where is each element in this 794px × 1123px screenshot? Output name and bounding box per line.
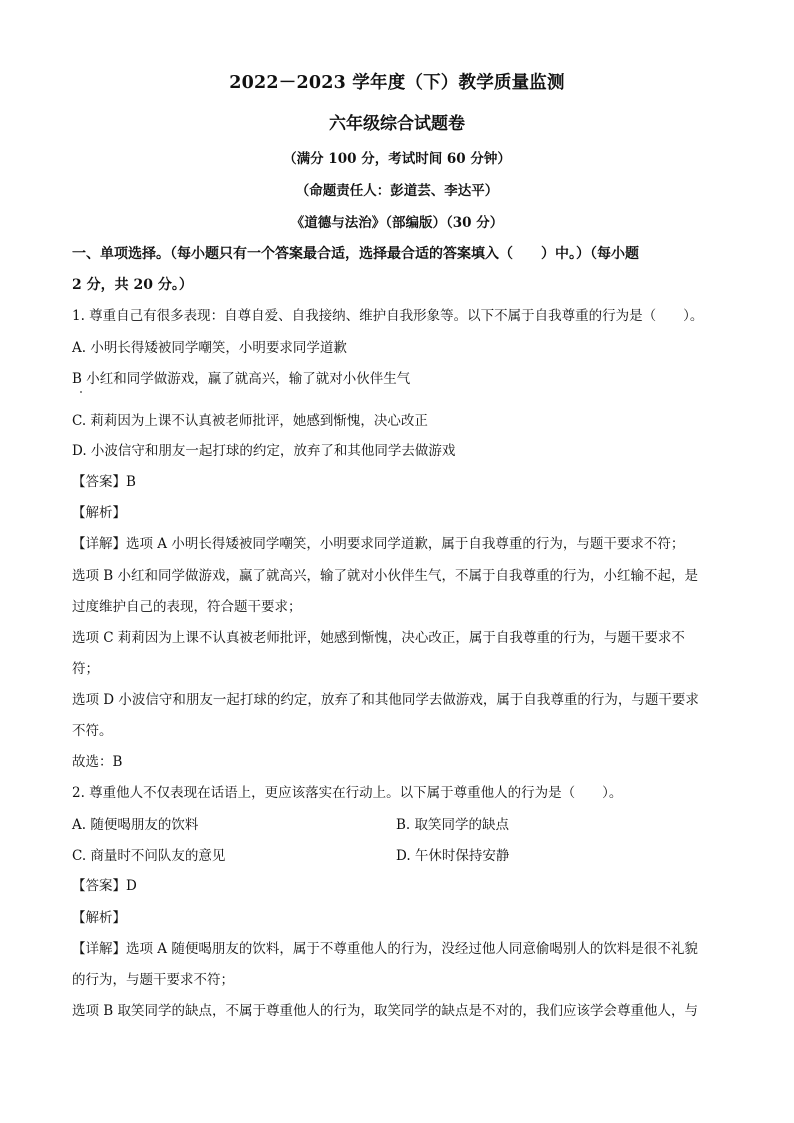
exam-subtitle: 六年级综合试题卷 (329, 114, 465, 134)
q1-option-d: D. 小波信守和朋友一起打球的约定，放弃了和其他同学去做游戏 (72, 443, 456, 459)
q1-detail-line: 【详解】选项 A 小明长得矮被同学嘲笑，小明要求同学道歉，属于自我尊重的行为，与题干要求不符； (72, 536, 685, 552)
q1-answer: 【答案】B (72, 474, 136, 490)
q2-option-d: D. 午休时保持安静 (396, 848, 510, 864)
q1-detail-line: 不符。 (72, 723, 113, 739)
q2-detail-line: 【详解】选项 A 随便喝朋友的饮料，属于不尊重他人的行为，没经过他人同意偷喝别人的饮料是很不礼貌 (72, 941, 698, 957)
q1-detail-line: 过度维护自己的表现，符合题干要求； (72, 599, 302, 615)
q1-stem: 1. 尊重自己有很多表现：自尊自爱、自我接纳、维护自我形象等。以下不属于自我尊重的行为是（ ）。 (72, 308, 704, 324)
q1-detail-line: 选项 B 小红和同学做游戏，赢了就高兴，输了就对小伙伴生气，不属于自我尊重的行为，小红输不起，是 (72, 568, 699, 584)
q2-option-a: A. 随便喝朋友的饮料 (72, 817, 199, 833)
section-heading-line2: 2 分，共 20 分。） (72, 277, 193, 293)
q1-detail-line: 符； (72, 661, 99, 677)
q2-stem: 2. 尊重他人不仅表现在话语上，更应该落实在行动上。以下属于尊重他人的行为是（ ）。 (72, 785, 623, 801)
q2-answer: 【答案】D (72, 878, 137, 894)
q1-conclusion: 故选：B (72, 754, 123, 770)
q2-option-c: C. 商量时不问队友的意见 (72, 848, 226, 864)
exam-title: 2022－2023 学年度（下）教学质量监测 (229, 73, 565, 93)
q1-detail-line: 选项 C 莉莉因为上课不认真被老师批评，她感到惭愧，决心改正，属于自我尊重的行为，与题干要求不 (72, 630, 685, 646)
q1-option-c: C. 莉莉因为上课不认真被老师批评，她感到惭愧，决心改正 (72, 413, 428, 429)
q2-option-b: B. 取笑同学的缺点 (396, 817, 510, 833)
score-time-note: （满分 100 分，考试时间 60 分钟） (283, 151, 511, 167)
q1-detail-line: 选项 D 小波信守和朋友一起打球的约定，放弃了和其他同学去做游戏，属于自我尊重的行为，与题干要求 (72, 692, 699, 708)
q1-analysis-label: 【解析】 (72, 505, 126, 521)
q2-analysis-label: 【解析】 (72, 910, 126, 926)
stray-dot (80, 391, 82, 393)
section-heading-line1: 一、单项选择。（每小题只有一个答案最合适，选择最合适的答案填入（ ）中。）（每小题 (72, 246, 639, 262)
authors-note: （命题责任人：彭道芸、李达平） (295, 183, 499, 199)
q1-option-a: A. 小明长得矮被同学嘲笑，小明要求同学道歉 (72, 340, 347, 356)
subject-heading: 《道德与法治》（部编版）（30 分） (290, 215, 504, 231)
q2-detail-line: 选项 B 取笑同学的缺点，不属于尊重他人的行为，取笑同学的缺点是不对的，我们应该学会尊重他人，与 (72, 1003, 699, 1019)
q2-detail-line: 的行为，与题干要求不符； (72, 972, 234, 988)
q1-option-b: B 小红和同学做游戏，赢了就高兴，输了就对小伙伴生气 (72, 371, 411, 387)
